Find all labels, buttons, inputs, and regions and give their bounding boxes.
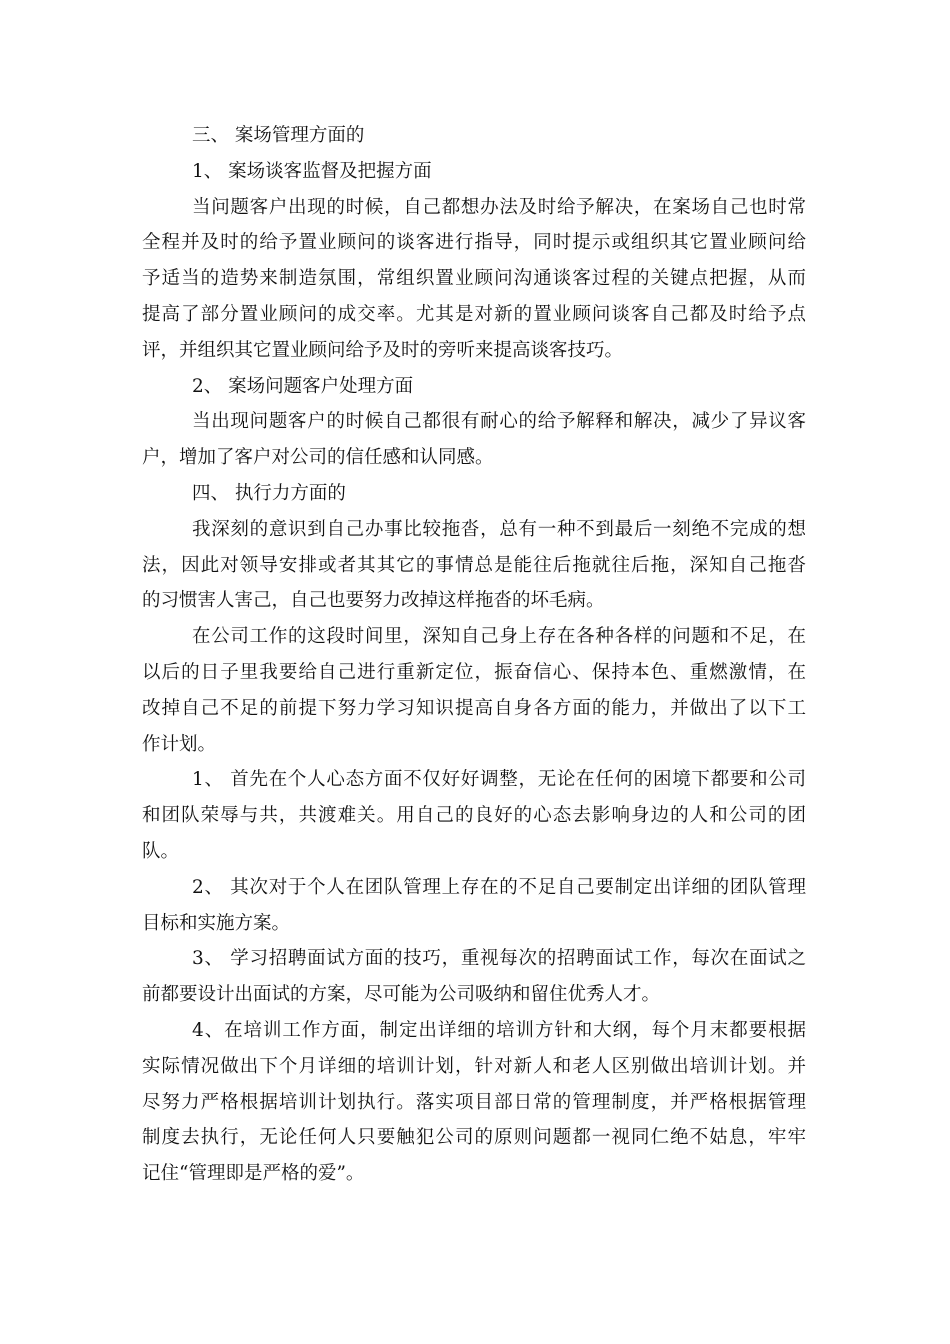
- text-line: 1、 首先在个人心态方面不仅好好调整，无论在任何的困境下都要和公司: [192, 769, 806, 791]
- text-line: 队。: [142, 840, 180, 862]
- text-line: 实际情况做出下个月详细的培训计划，针对新人和老人区别做出培训计划。并: [142, 1055, 806, 1077]
- text-line: 法，因此对领导安排或者其其它的事情总是能往后拖就往后拖，深知自己拖沓: [142, 554, 806, 576]
- text-line: 全程并及时的给予置业顾问的谈客进行指导，同时提示或组织其它置业顾问给: [142, 232, 806, 254]
- text-line: 在公司工作的这段时间里，深知自己身上存在各种各样的问题和不足，在: [192, 626, 806, 648]
- text-line: 提高了部分置业顾问的成交率。尤其是对新的置业顾问谈客自己都及时给予点: [142, 303, 806, 325]
- text-line: 4、在培训工作方面，制定出详细的培训方针和大纲，每个月末都要根据: [192, 1019, 806, 1041]
- text-line: 1、 案场谈客监督及把握方面: [192, 160, 432, 182]
- text-line: 以后的日子里我要给自己进行重新定位，振奋信心、保持本色、重燃激情，在: [142, 661, 806, 683]
- text-line: 制度去执行，无论任何人只要触犯公司的原则问题都一视同仁绝不姑息，牢牢: [142, 1127, 806, 1149]
- text-line: 2、 其次对于个人在团队管理上存在的不足自己要制定出详细的团队管理: [192, 876, 806, 898]
- text-line: 评，并组织其它置业顾问给予及时的旁听来提高谈客技巧。: [142, 339, 624, 361]
- text-line: 尽努力严格根据培训计划执行。落实项目部日常的管理制度，并严格根据管理: [142, 1091, 806, 1113]
- text-line: 2、 案场问题客户处理方面: [192, 375, 414, 397]
- text-line: 户，增加了客户对公司的信任感和认同感。: [142, 447, 494, 469]
- text-line: 和团队荣辱与共，共渡难关。用自己的良好的心态去影响身边的人和公司的团: [142, 805, 806, 827]
- text-line: 我深刻的意识到自己办事比较拖沓，总有一种不到最后一刻绝不完成的想: [192, 518, 806, 540]
- text-line: 当问题客户出现的时候，自己都想办法及时给予解决，在案场自己也时常: [192, 196, 806, 218]
- text-line: 三、 案场管理方面的: [192, 125, 365, 146]
- text-line: 记住“管理即是严格的爱”。: [142, 1163, 365, 1185]
- text-line: 予适当的造势来制造氛围，常组织置业顾问沟通谈客过程的关键点把握，从而: [142, 268, 806, 290]
- text-line: 前都要设计出面试的方案，尽可能为公司吸纳和留住优秀人才。: [142, 984, 661, 1006]
- text-line: 四、 执行力方面的: [192, 482, 346, 504]
- text-line: 作计划。: [142, 733, 217, 755]
- text-line: 目标和实施方案。: [142, 912, 291, 934]
- text-line: 的习惯害人害己，自己也要努力改掉这样拖沓的坏毛病。: [142, 590, 605, 612]
- text-line: 改掉自己不足的前提下努力学习知识提高自身各方面的能力，并做出了以下工: [142, 697, 806, 719]
- document-body: [142, 118, 806, 1192]
- text-line: 当出现问题客户的时候自己都很有耐心的给予解释和解决，减少了异议客: [192, 411, 806, 433]
- text-line: 3、 学习招聘面试方面的技巧，重视每次的招聘面试工作，每次在面试之: [192, 948, 806, 970]
